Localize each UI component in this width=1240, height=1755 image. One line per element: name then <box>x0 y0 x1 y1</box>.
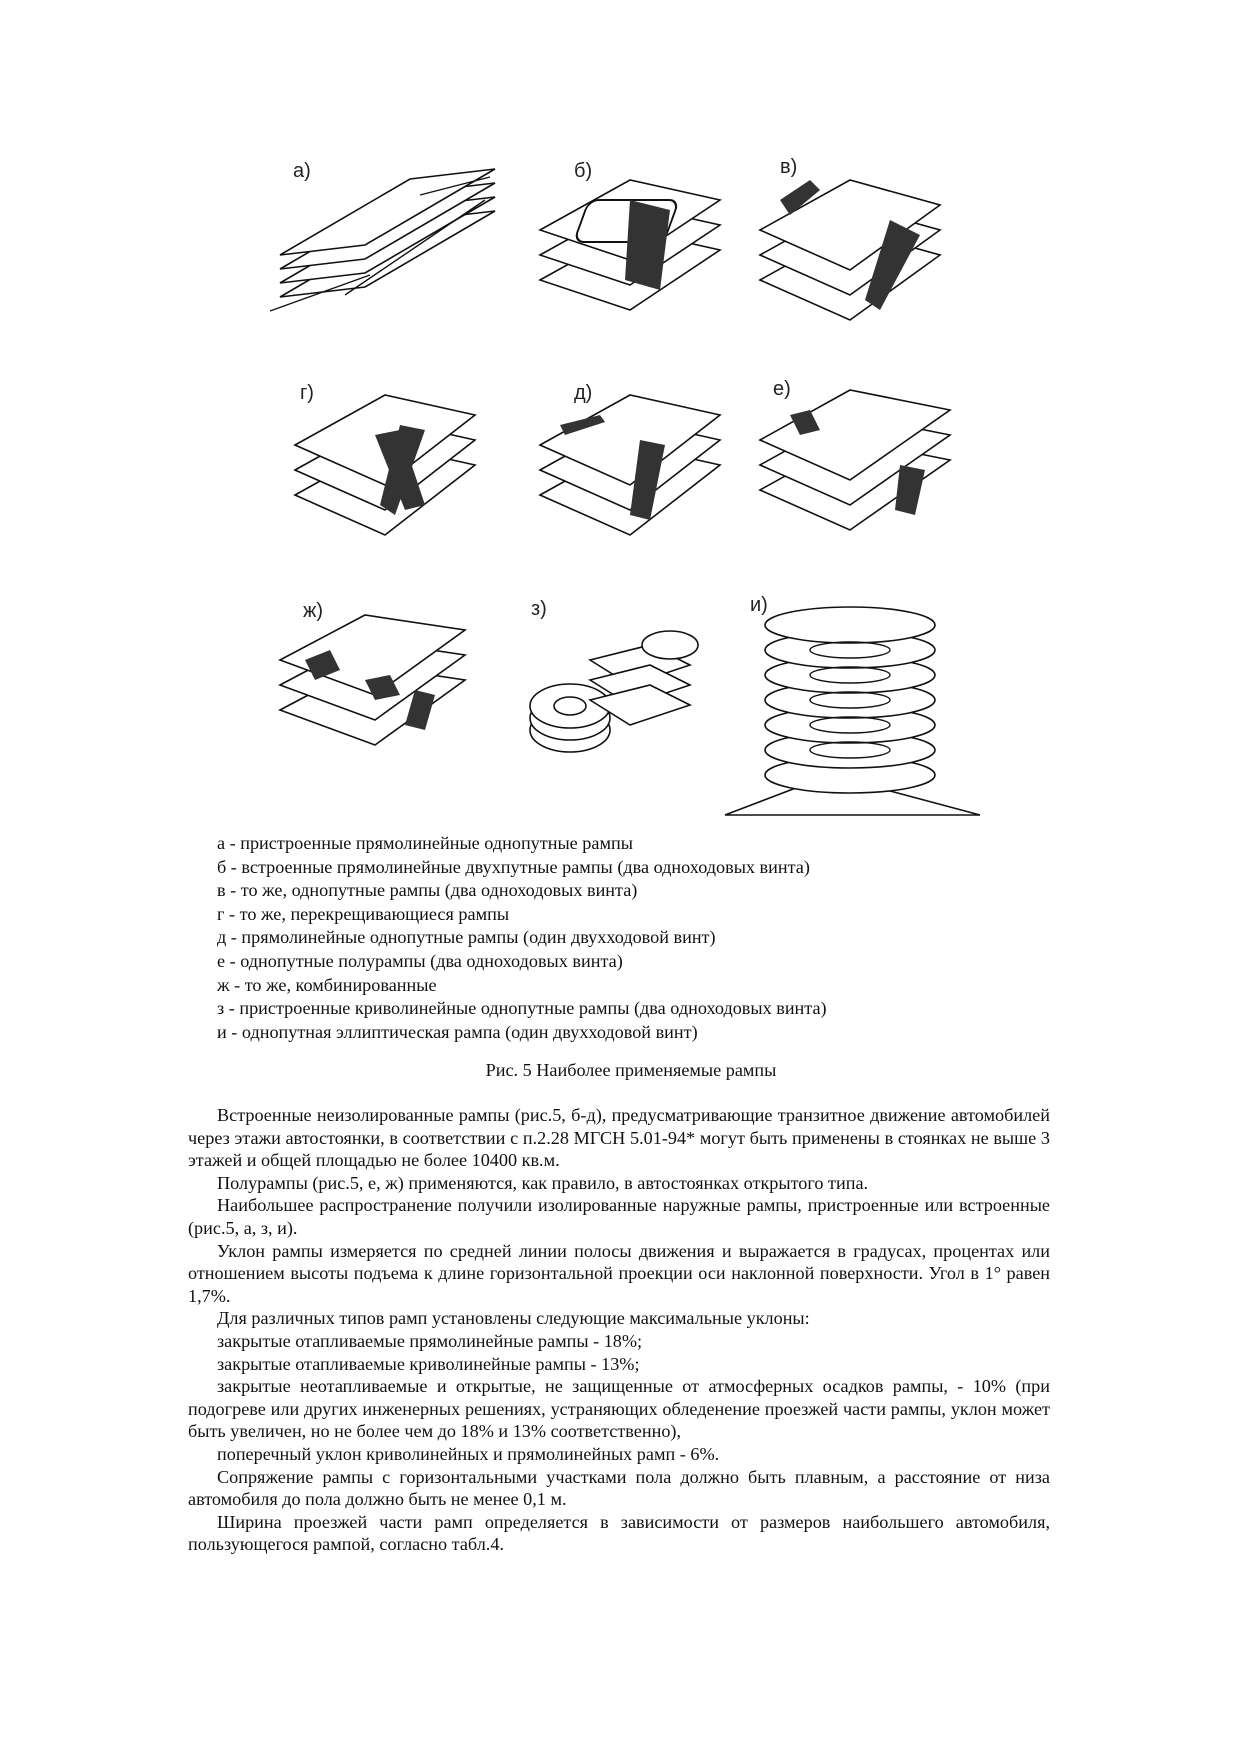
paragraph: закрытые отапливаемые криволинейные рампы - 13%; <box>217 1353 640 1374</box>
panel-label-b: б) <box>574 160 593 182</box>
paragraph: Наибольшее распространение получили изолированные наружные рампы, пристроенные или встроенные (рис.5, а, з, и). <box>188 1195 1050 1238</box>
legend-item: в - то же, однопутные рампы (два одноходовых винта) <box>217 880 638 901</box>
legend-item: д - прямолинейные однопутные рампы (один двухходовой винт) <box>217 927 716 948</box>
ramp-diagram-z <box>520 610 720 770</box>
legend-item: г - то же, перекрещивающиеся рампы <box>217 903 510 924</box>
paragraph: закрытые неотапливаемые и открытые, не защищенные от атмосферных осадков рампы, - 10% (при подогреве или других инженерных решениях, устраняющих обледенение проезжей части рампы, уклон может быть увеличен, но не более чем до 18% и 13% соответственно), <box>188 1376 1050 1442</box>
panel-label-d: д) <box>574 382 593 404</box>
legend-item: а - пристроенные прямолинейные однопутные рампы <box>217 833 633 853</box>
ramp-diagram-v <box>750 160 950 330</box>
paragraph: закрытые отапливаемые прямолинейные рампы - 18%; <box>217 1330 643 1351</box>
ramp-diagram-b <box>530 170 730 320</box>
ramp-diagram-g <box>285 385 485 545</box>
panel-label-i: и) <box>750 594 768 616</box>
ramp-diagram-a <box>260 165 510 325</box>
paragraph: Полурампы (рис.5, е, ж) применяются, как правило, в автостоянках открытого типа. <box>217 1172 869 1193</box>
paragraph: Встроенные неизолированные рампы (рис.5, б-д), предусматривающие транзитное движение автомобилей через этажи автостоянки, в соответствии с п.2.28 МГСН 5.01-94* могут быть применены в стоянках не выше 3 этажей и общей площадью не более 10400 кв.м. <box>188 1105 1050 1171</box>
ramp-diagram-i <box>720 600 985 820</box>
panel-label-z: з) <box>531 598 547 620</box>
panel-label-g: г) <box>300 382 314 404</box>
ramp-diagram-zh <box>275 610 475 760</box>
paragraph: Уклон рампы измеряется по средней линии полосы движения и выражается в градусах, процентах или отношением высоты подъема к длине горизонтальной проекции оси наклонной поверхности. Угол в 1° равен 1,7%. <box>188 1240 1050 1306</box>
panel-label-zh: ж) <box>303 600 324 622</box>
panel-label-e: е) <box>773 378 791 400</box>
paragraph: Сопряжение рампы с горизонтальными участками пола должно быть плавным, а расстояние от низа автомобиля до пола должно быть не менее 0,1 м. <box>188 1466 1050 1510</box>
legend-item: и - однопутная эллиптическая рампа (один двухходовой винт) <box>217 1021 698 1042</box>
paragraph: Ширина проезжей части рамп определяется в зависимости от размеров наибольшего автомобиля, пользующегося рампой, согласно табл.4. <box>188 1511 1050 1555</box>
panel-label-a: а) <box>293 160 311 182</box>
ramp-diagram-d <box>530 390 730 550</box>
panel-label-v: в) <box>780 156 798 178</box>
ramp-diagram-e <box>750 385 960 545</box>
legend-item: ж - то же, комбинированные <box>217 974 437 995</box>
legend-item: б - встроенные прямолинейные двухпутные рампы (два одноходовых винта) <box>217 856 810 877</box>
paragraph: Для различных типов рамп установлены следующие максимальные уклоны: <box>217 1308 810 1329</box>
paragraph: поперечный уклон криволинейных и прямолинейных рамп - 6%. <box>217 1443 720 1464</box>
legend-item: е - однопутные полурампы (два одноходовых винта) <box>217 950 623 971</box>
legend-item: з - пристроенные криволинейные однопутные рампы (два одноходовых винта) <box>217 998 827 1019</box>
figure-legend <box>217 832 827 1044</box>
body-text <box>188 1104 1050 1556</box>
figure-caption: Рис. 5 Наиболее применяемые рампы <box>485 1060 777 1080</box>
